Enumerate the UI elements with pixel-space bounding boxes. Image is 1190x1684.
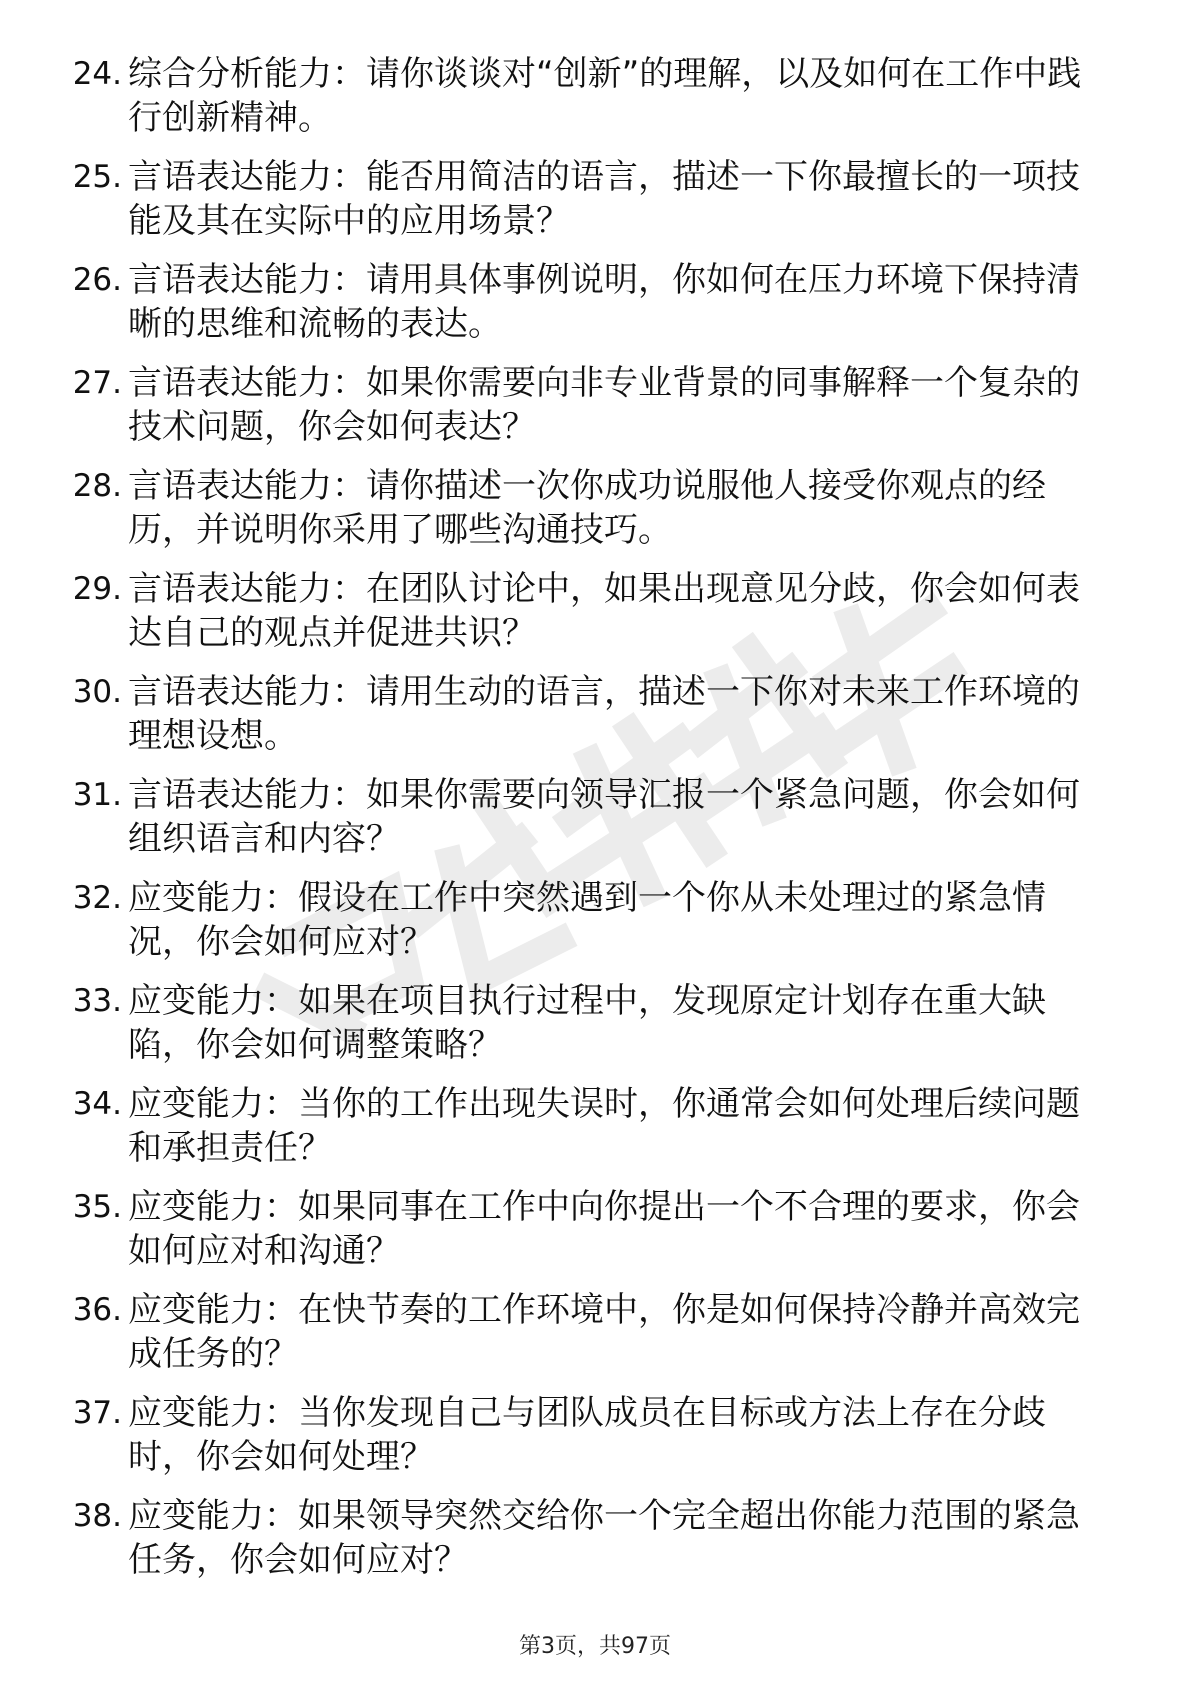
- question-number: 37.: [72, 1395, 122, 1431]
- list-item: [56, 1185, 1116, 1288]
- question-text: 应变能力：如果在项目执行过程中，发现原定计划存在重大缺陷，你会如何调整策略？: [128, 981, 1046, 1065]
- page-number-label: 第3页，共97页: [519, 1634, 671, 1659]
- question-number: 24.: [72, 56, 122, 92]
- question-number: 25.: [72, 159, 122, 195]
- list-item: [56, 1288, 1116, 1391]
- question-list: [56, 52, 1116, 1597]
- question-number: 32.: [72, 880, 122, 916]
- question-text: 言语表达能力：请你描述一次你成功说服他人接受你观点的经历，并说明你采用了哪些沟通技巧。: [128, 466, 1046, 550]
- question-number: 29.: [72, 571, 122, 607]
- list-item: [56, 361, 1116, 464]
- question-text: 应变能力：当你的工作出现失误时，你通常会如何处理后续问题和承担责任？: [128, 1084, 1080, 1168]
- question-number: 34.: [72, 1086, 122, 1122]
- question-text: 应变能力：如果同事在工作中向你提出一个不合理的要求，你会如何应对和沟通？: [128, 1187, 1080, 1271]
- list-item: [56, 876, 1116, 979]
- question-number: 27.: [72, 365, 122, 401]
- list-item: [56, 1391, 1116, 1494]
- question-number: 28.: [72, 468, 122, 504]
- question-text: 综合分析能力：请你谈谈对“创新”的理解，以及如何在工作中践行创新精神。: [128, 54, 1082, 138]
- list-item: [56, 979, 1116, 1082]
- list-item: [56, 670, 1116, 773]
- question-number: 35.: [72, 1189, 122, 1225]
- question-number: 26.: [72, 262, 122, 298]
- list-item: [56, 773, 1116, 876]
- list-item: [56, 1494, 1116, 1597]
- question-text: 言语表达能力：请用具体事例说明，你如何在压力环境下保持清晰的思维和流畅的表达。: [128, 260, 1080, 344]
- list-item: [56, 52, 1116, 155]
- list-item: [56, 567, 1116, 670]
- question-text: 应变能力：在快节奏的工作环境中，你是如何保持冷静并高效完成任务的？: [128, 1290, 1080, 1374]
- question-number: 38.: [72, 1498, 122, 1534]
- question-text: 应变能力：假设在工作中突然遇到一个你从未处理过的紧急情况，你会如何应对？: [128, 878, 1046, 962]
- question-text: 言语表达能力：请用生动的语言，描述一下你对未来工作环境的理想设想。: [128, 672, 1080, 756]
- question-text: 言语表达能力：如果你需要向领导汇报一个紧急问题，你会如何组织语言和内容？: [128, 775, 1080, 859]
- question-text: 言语表达能力：在团队讨论中，如果出现意见分歧，你会如何表达自己的观点并促进共识？: [128, 569, 1080, 653]
- question-text: 应变能力：如果领导突然交给你一个完全超出你能力范围的紧急任务，你会如何应对？: [128, 1496, 1080, 1580]
- question-number: 31.: [72, 777, 122, 813]
- question-text: 言语表达能力：如果你需要向非专业背景的同事解释一个复杂的技术问题，你会如何表达？: [128, 363, 1080, 447]
- question-number: 36.: [72, 1292, 122, 1328]
- page-footer: [0, 1632, 1190, 1662]
- list-item: [56, 258, 1116, 361]
- question-number: 30.: [72, 674, 122, 710]
- list-item: [56, 1082, 1116, 1185]
- question-text: 应变能力：当你发现自己与团队成员在目标或方法上存在分歧时，你会如何处理？: [128, 1393, 1046, 1477]
- question-text: 言语表达能力：能否用简洁的语言，描述一下你最擅长的一项技能及其在实际中的应用场景？: [128, 157, 1080, 241]
- list-item: [56, 464, 1116, 567]
- list-item: [56, 155, 1116, 258]
- question-number: 33.: [72, 983, 122, 1019]
